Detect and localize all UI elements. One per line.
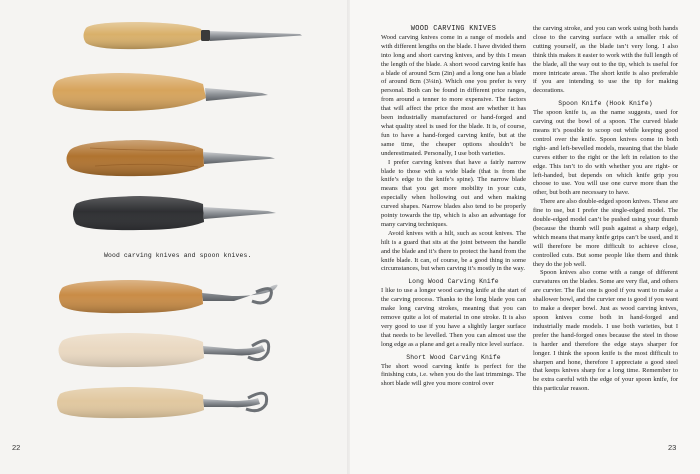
photo-caption: Wood carving knives and spoon knives. [104,252,252,259]
paragraph: I like to use a longer wood carving knife at the start of the carving process. Thanks to the long blade you can make long carving strokes, meaning that you can remove quite a lot of material in one stroke. It is also very good to use if you have a slightly larger surface that needs to be levelled. Then you can almost use the long edge as a plane and get a really nice level surface. [381,287,526,348]
paragraph: There are also double-edged spoon knives. These are fine to use, but I prefer the single-edged model. The double-edged model can’t be pushed using your thumb (because the thumb will push against a sharp edge), which means that many knife grips can’t be used, and it will therefore be more difficult to achieve close, controlled cuts. But some people like them and think they do the job well. [533,198,678,268]
section-heading: WOOD CARVING KNIVES [410,25,497,33]
paragraph: Avoid knives with a hilt, such as scout knives. The hilt is a guard that sits at the joint between the handle and the blade and it’s there to protect the hand from the knife blade. It can, of course, be a good thing in some circumstances, but when carving it’s mostly in the way. [381,229,526,273]
page-number-right: 23 [668,443,677,452]
knife-blade [205,88,268,101]
page-number-left: 22 [12,443,21,452]
straight-knife-2 [53,73,269,111]
paragraph: I prefer carving knives that have a fairly narrow blade to those with a wide blade (that is from the knife’s edge to the knife’s spine). The narrow blade means that you get more mobility in your cuts, especially when hollowing out and when making curved shapes. Narrow blades also tend to be properly pointy towards the tip, which is also an advantage for many carving techniques. [381,158,526,228]
spoon-knife-3 [57,387,267,418]
subheading: Spoon Knife (Hook Knife) [558,100,653,108]
paragraph: The short wood carving knife is perfect for the finishing cuts, i.e. when you do the last trimmings. The short blade will give you more control over [381,362,526,388]
subheading: Long Wood Carving Knife [408,278,499,286]
straight-knife-3 [67,140,276,176]
hook-blade [203,398,260,407]
spoon-knife-1 [59,280,278,313]
paragraph: Wood carving knives come in a range of models and with different lengths on the blade. I have divided them into long and short carving knives, and by this I mean the length of the blade. A short wood carving knife has a blade of around 5cm (2in) and a long one has a blade of around 8cm (3¼in). Which one you prefer is very personal. Both can be found in different price ranges, from around a tenner to more expensive. The factors that will affect the price the most are whether it has been industrially manufactured or hand-forged and what quality steel is used for the blade. It is, of course, fun to have a hand-forged carving knife, but at the same time, the cheaper options shouldn’t be underestimated. Personally, I use both varieties. [381,33,526,157]
straight-knife-4 [73,196,276,230]
knife-blade [203,152,275,164]
hook-blade [203,345,265,356]
knife-blade [203,207,276,219]
knife-blade [210,31,302,41]
paragraph: The spoon knife is, as the name suggests, used for carving out the bowl of a spoon. The curved blade means it’s possible to scoop out while keeping good control over the knife. Spoon knives come in both right- and left-bevelled models, meaning that the blade curves either to the right or the left in relation to the edge. This isn’t to do with whether you are right- or left-handed, but depends on which knife grip you choose to use. You will use one curve more than the other, but both are necessary to have. [533,109,678,197]
paragraph: the carving stroke, and you can work using both hands close to the carving surface with a smaller risk of cutting yourself, as the blade isn’t very long. I also think this makes it easier to work with the full length of the blade, all the way out to the tip, which is useful for more intricate areas. The short knife is also preferable if you are intending to use the tip for making decorations. [533,25,678,95]
subheading: Short Wood Carving Knife [406,353,501,361]
spoon-knife-2 [59,333,269,367]
straight-knife-1 [84,22,303,49]
hook-blade [202,285,278,301]
text-column-1 [381,25,526,389]
paragraph: Spoon knives also come with a range of different curvatures on the blades. Some are very flat, and others are curvier. The flat one is good if you want to make a shallower bowl, and the curvier one is good if you want to make a deeper bowl. Just as wood carving knives, spoon knives come both in hand-forged and industrially made models. I use both varieties, but I prefer the hand-forged ones because the steel in those is harder and therefore the edge stays sharper for longer. I think the spoon knife is the most difficult to sharpen and hone, therefore I appreciate a good steel that keeps knives sharp for a long time. Remember to be extra careful with the edge of your spoon knife, for this particular reason. [533,269,678,393]
text-column-2 [533,25,678,394]
